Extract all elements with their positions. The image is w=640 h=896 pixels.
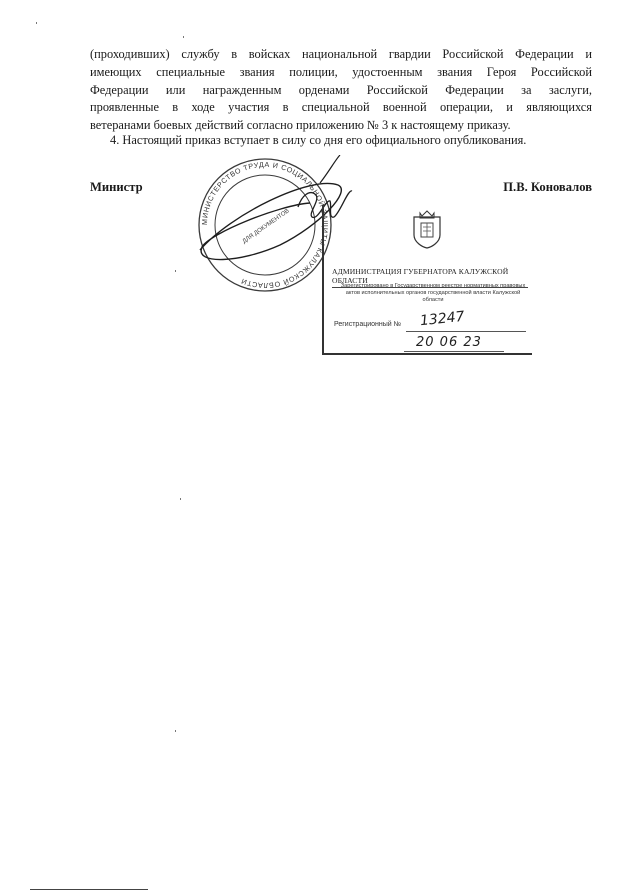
seal-inner-text: ДЛЯ ДОКУМЕНТОВ xyxy=(241,208,291,246)
registration-stamp-note: Зарегистрировано в Государственном реестре нормативных правовых актов исполнительных органов государственной власти Калужской области xyxy=(340,283,526,303)
scan-speck xyxy=(180,498,181,500)
scan-speck xyxy=(36,22,37,24)
registration-stamp-title: АДМИНИСТРАЦИЯ ГУБЕРНАТОРА КАЛУЖСКОЙ ОБЛАСТИ xyxy=(332,267,528,288)
registration-number: 13247 xyxy=(419,308,466,330)
paragraph-continuation xyxy=(90,46,592,135)
seal-ring-text: МИНИСТЕРСТВО ТРУДА И СОЦИАЛЬНОЙ ЗАЩИТЫ КАЛУЖСКОЙ ОБЛАСТИ xyxy=(199,159,331,291)
text-line: (проходивших) службу в войсках национальной гвардии Российской Федерации и xyxy=(90,47,592,61)
footer-rule xyxy=(30,889,148,890)
scan-speck xyxy=(175,730,176,732)
paragraph-item-4: 4. Настоящий приказ вступает в силу со дня его официального опубликования. xyxy=(110,133,527,147)
text-line: имеющих специальные звания полиции, удостоенным звания Героя Российской xyxy=(90,64,592,79)
coat-of-arms-icon xyxy=(410,209,444,249)
registration-number-label: Регистрационный № xyxy=(334,321,402,328)
text-line: проявленные в ходе участия в специальной военной операции, и являющихся xyxy=(90,100,592,115)
registration-date-underline xyxy=(404,351,504,352)
scan-speck xyxy=(183,36,184,38)
text-line: ветеранами боевых действий согласно приложению № 3 к настоящему приказу. xyxy=(90,118,511,133)
registration-number-underline xyxy=(406,331,526,332)
registration-stamp xyxy=(322,205,532,355)
signatory-position: Министр xyxy=(90,180,143,194)
text-line: Федерации или награжденным орденами Российской Федерации за заслуги, xyxy=(90,82,592,97)
registration-date: 20 06 23 xyxy=(416,335,482,350)
scan-speck xyxy=(175,270,176,272)
signatory-name: П.В. Коновалов xyxy=(503,180,592,194)
